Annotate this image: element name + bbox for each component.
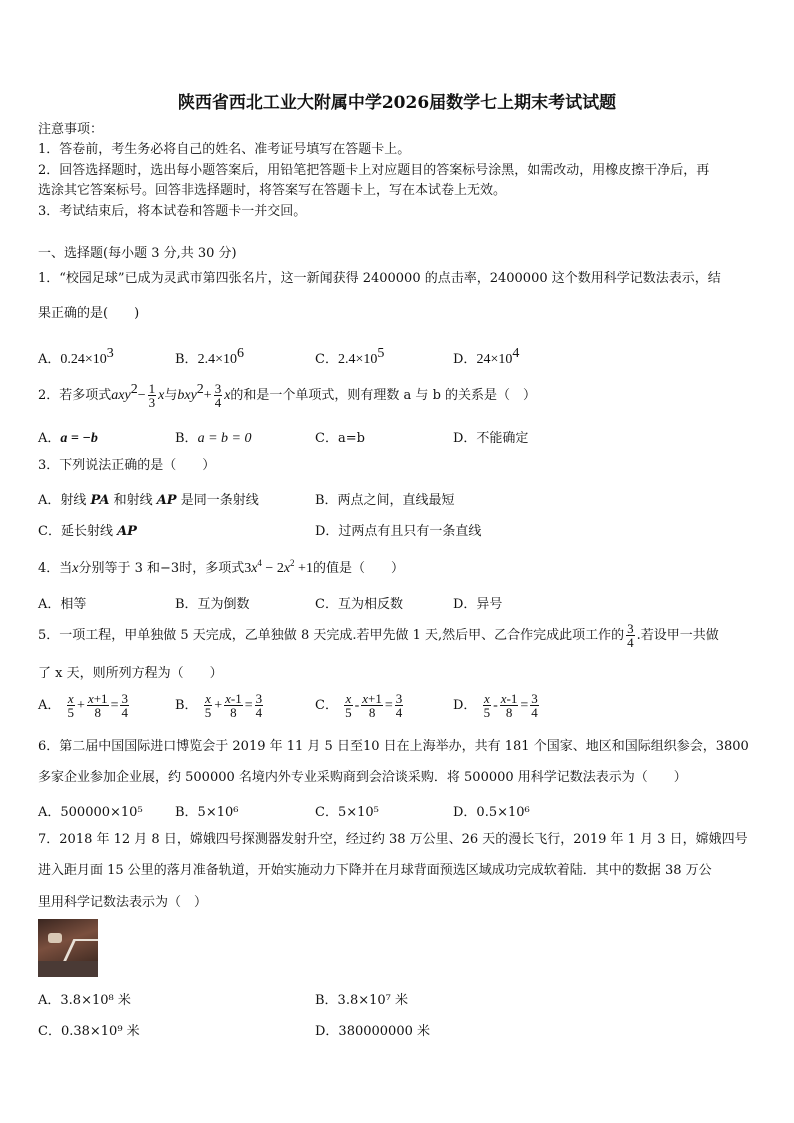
option-b: B．互为倒数 [175,597,250,612]
question-1-line: 果正确的是( ) [38,306,140,321]
question-7-line: 进入距月面 15 公里的落月准备轨道，开始实施动力下降并在月球背面预选区域成功完成软着陆．其中的数据 38 万公 [38,863,712,878]
option-c: C．互为相反数 [315,597,403,612]
option-b: B． $\frac{x}{5}$ + $\frac{x-1}{8}$ = $\frac{3}{4}$ [175,691,263,720]
option-c: C．a=b [315,431,365,446]
option-b: B．3.8×10⁷ 米 [315,993,409,1008]
option-a: A．射线 PA 和射线 AP 是同一条射线 [38,493,259,508]
option-b: B．$2.4\times 10^6$ [175,346,244,367]
lunar-lander-photo [38,919,98,977]
question-4-stem: 4．当x分别等于 3 和−3时，多项式$3x^4 - 2x^2 +1$的值是（ ） [38,558,404,576]
option-d: D． $\frac{x}{5}$ - $\frac{x-1}{8}$ = $\frac{3}{4}$ [453,691,538,720]
option-d: D．$24\times 10^4$ [453,346,520,367]
notice-heading: 注意事项： [38,122,104,137]
option-c: C．5×10⁵ [315,805,379,820]
notice-item: 1．答卷前，考生务必将自己的姓名、准考证号填写在答题卡上。 [38,142,411,157]
question-1-line: 1．“校园足球”已成为灵武市第四张名片，这一新闻获得 2400000 的点击率，2400000 这个数用科学记数法表示，结 [38,271,721,286]
option-d: D．不能确定 [453,431,529,446]
question-6-line: 6．第二届中国国际进口博览会于 2019 年 11 月 5 日至10 日在上海举办，共有 181 个国家、地区和国际组织参会，3800 [38,739,749,754]
question-7-line: 7．2018 年 12 月 8 日，嫦娥四号探测器发射升空，经过约 38 万公里、26 天的漫长飞行，2019 年 1 月 3 日，嫦娥四号 [38,832,748,847]
option-b: B．a = b = 0 [175,431,252,446]
question-5-line: 了 x 天，则所列方程为（ ） [38,666,223,681]
option-a: A．3.8×10⁸ 米 [38,993,131,1008]
option-d: D．异号 [453,597,503,612]
question-3-stem: 3．下列说法正确的是（ ） [38,458,216,473]
option-a: A． $\frac{x}{5}$ + $\frac{x+1}{8}$ = $\frac{3}{4}$ [38,691,128,720]
notice-item: 3．考试结束后，将本试卷和答题卡一并交回。 [38,204,307,219]
question-2-stem: 2．若多项式axy$^2$− $\frac{1}{3}$ x与bxy$^2$+ $\frac{3}{4}$ x的和是一个单项式，则有理数 a 与 b 的关系是（ ） [38,381,537,410]
question-7-line: 里用科学记数法表示为（ ） [38,895,208,910]
question-6-line: 多家企业参加企业展，约 500000 名境内外专业采购商到会洽谈采购．将 500000 用科学记数法表示为（ ） [38,770,687,785]
option-a: A．a = −b [38,431,98,446]
option-b: B．5×10⁶ [175,805,239,820]
option-a: A．$0.24\times 10^3$ [38,346,114,367]
notice-item: 选涂其它答案标号。回答非选择题时，将答案写在答题卡上，写在本试卷上无效。 [38,183,507,198]
option-c: C．延长射线 AP [38,524,137,539]
option-a: A．相等 [38,597,87,612]
option-b: B．两点之间，直线最短 [315,493,455,508]
option-d: D．过两点有且只有一条直线 [315,524,482,539]
page-title: 陕西省西北工业大附属中学2026届数学七上期末考试试题 [177,93,617,113]
option-c: C．$2.4\times 10^5$ [315,346,385,367]
option-c: C．0.38×10⁹ 米 [38,1024,140,1039]
option-a: A．500000×10⁵ [38,805,143,820]
question-5-line: 5．一项工程，甲单独做 5 天完成，乙单独做 8 天完成.若甲先做 1 天,然后甲、乙合作完成此项工作的 $\frac{3}{4}$ .若设甲一共做 [38,621,719,650]
option-d: D．380000000 米 [315,1024,430,1039]
notice-item: 2．回答选择题时，选出每小题答案后，用铅笔把答题卡上对应题目的答案标号涂黑，如需改动，用橡皮擦干净后，再 [38,163,710,178]
option-c: C． $\frac{x}{5}$ - $\frac{x+1}{8}$ = $\frac{3}{4}$ [315,691,403,720]
option-d: D．0.5×10⁶ [453,805,530,820]
section-heading: 一、选择题(每小题 3 分,共 30 分) [38,246,237,261]
